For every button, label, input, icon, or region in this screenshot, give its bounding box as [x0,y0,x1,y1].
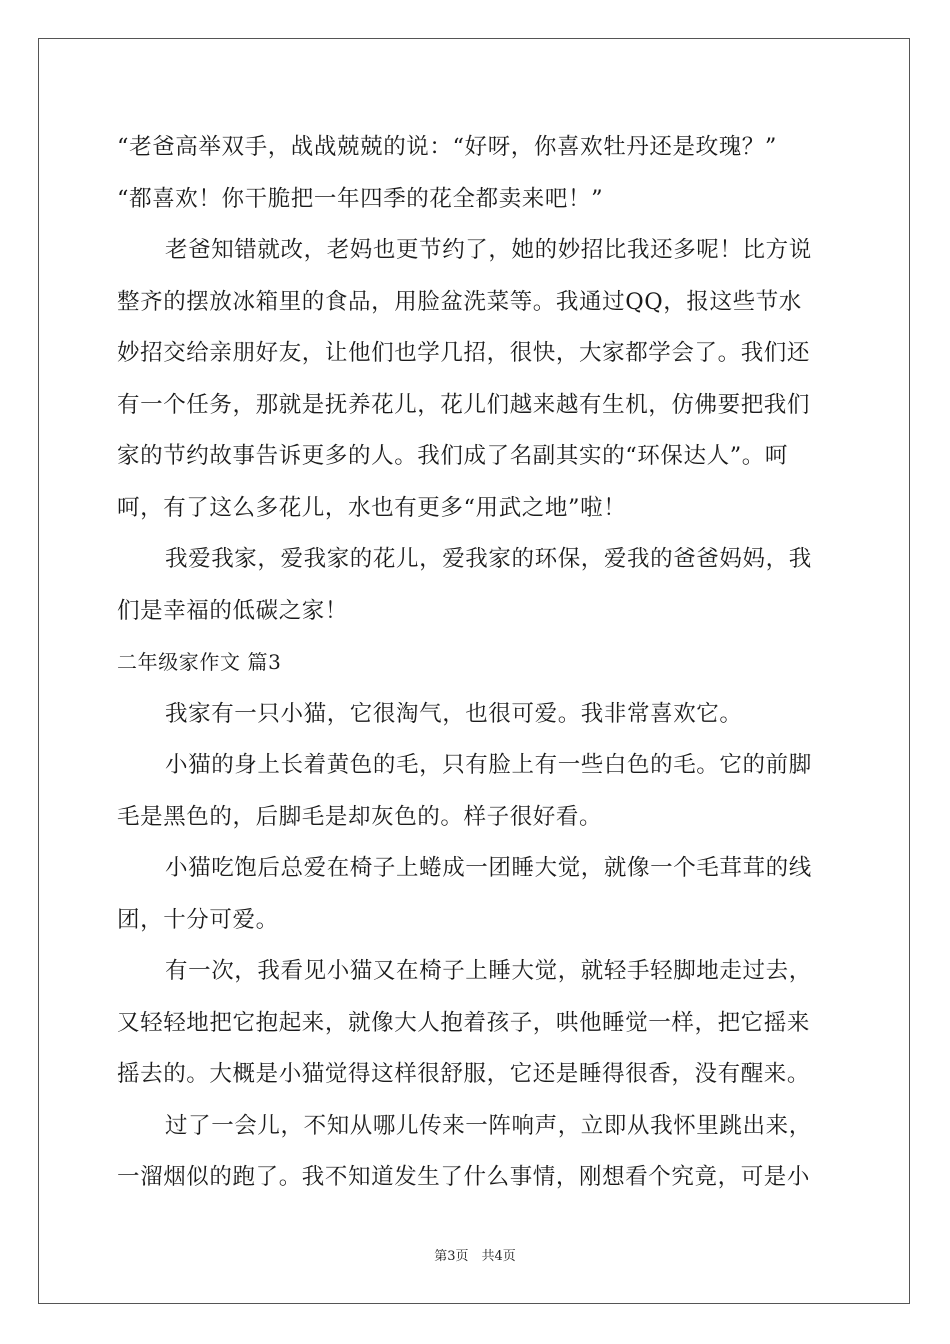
text-line: 有一次，我看见小猫又在椅子上睡大觉，就轻手轻脚地走过去， [165,958,812,984]
text-line: 小猫的身上长着黄色的毛，只有脸上有一些白色的毛。它的前脚 [165,752,812,778]
document-body [117,122,835,1204]
text-line: 妙招交给亲朋好友，让他们也学几招，很快，大家都学会了。我们还 [117,340,811,366]
text-line: 又轻轻地把它抱起来，就像大人抱着孩子，哄他睡觉一样，把它摇来 [117,1009,811,1036]
text-line: 家的节约故事告诉更多的人。我们成了名副其实的“环保达人”。呵 [117,443,789,469]
text-line: 呵，有了这么多花儿，水也有更多“用武之地”啦！ [117,494,627,521]
text-line: 一溜烟似的跑了。我不知道发生了什么事情，刚想看个究竟，可是小 [117,1164,811,1190]
text-line: 们是幸福的低碳之家！ [117,597,349,624]
text-line: 团，十分可爱。 [117,906,279,933]
text-line: 过了一会儿，不知从哪儿传来一阵响声，立即从我怀里跳出来， [165,1112,812,1139]
text-line: 毛是黑色的，后脚毛是却灰色的。样子很好看。 [117,803,603,830]
section-heading: 二年级家作文 篇3 [117,650,282,674]
text-line: “都喜欢！你干脆把一年四季的花全都卖来吧！” [117,185,604,212]
text-line: 我家有一只小猫，它很淘气，也很可爱。我非常喜欢它。 [165,700,743,727]
page-number: 第3页 共4页 [434,1249,516,1264]
text-line: 老爸知错就改，老妈也更节约了，她的妙招比我还多呢！比方说 [165,237,812,263]
text-line: 摇去的。大概是小猫觉得这样很舒服，它还是睡得很香，没有醒来。 [117,1061,811,1087]
text-line: 整齐的摆放冰箱里的食品，用脸盆洗菜等。我通过QQ，报这些节水 [117,288,802,315]
text-line: 小猫吃饱后总爱在椅子上蜷成一团睡大觉，就像一个毛茸茸的线 [165,855,812,881]
text-line: “老爸高举双手，战战兢兢的说：“好呀，你喜欢牡丹还是玫瑰？” [117,134,778,160]
text-line: 有一个任务，那就是抚养花儿，花儿们越来越有生机，仿佛要把我们 [117,391,811,418]
text-line: 我爱我家，爱我家的花儿，爱我家的环保，爱我的爸爸妈妈，我 [165,546,812,572]
